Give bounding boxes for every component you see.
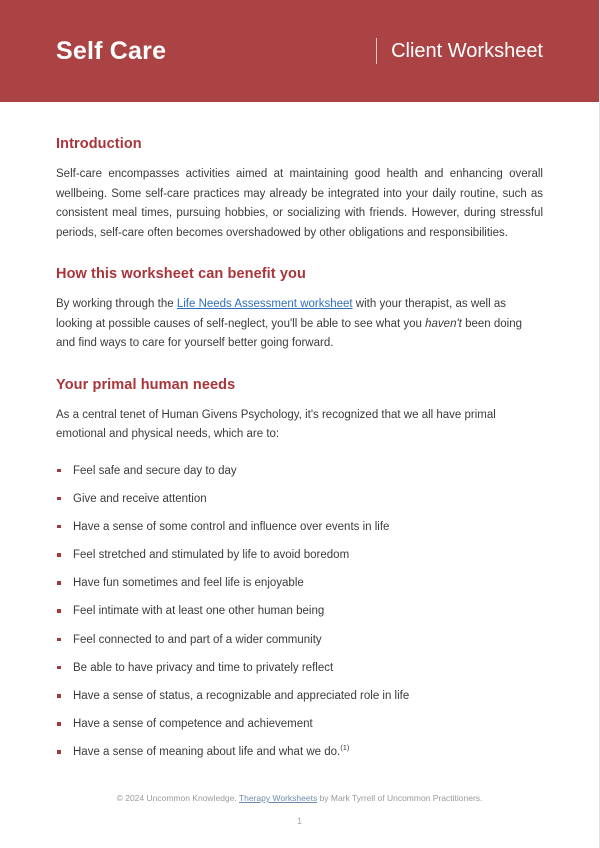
list-item <box>56 688 543 704</box>
worksheet-content <box>0 102 599 760</box>
life-needs-assessment-link[interactable]: Life Needs Assessment worksheet <box>176 298 353 310</box>
section-primal-needs <box>56 377 543 761</box>
list-item-label: Feel intimate with at least one other human being <box>73 605 325 618</box>
header-subtitle: Client Worksheet <box>391 39 543 62</box>
therapy-worksheets-link[interactable]: Therapy Worksheets <box>238 793 318 803</box>
footer-text-after: by Mark Tyrrell of Uncommon Practitioners. <box>317 793 483 803</box>
page-header <box>0 0 599 102</box>
footer-copyright <box>0 792 599 805</box>
list-item-label: Have a sense of meaning about life and what we do. <box>73 746 341 759</box>
page-title: Self Care <box>56 36 167 65</box>
header-divider-icon <box>376 38 377 64</box>
list-item-label: Have a sense of some control and influence over events in life <box>73 520 390 533</box>
list-item-label: Have a sense of status, a recognizable and appreciated role in life <box>73 690 410 702</box>
list-item <box>56 547 543 563</box>
section-introduction <box>56 136 543 243</box>
list-item <box>56 519 543 535</box>
benefit-text-before: By working through the <box>56 298 177 310</box>
list-item <box>56 716 543 732</box>
list-item <box>56 463 543 479</box>
footnote-marker: (1) <box>340 743 350 753</box>
list-item <box>56 603 543 619</box>
list-item <box>56 744 543 760</box>
list-item-label: Be able to have privacy and time to privately reflect <box>73 661 334 674</box>
page-footer <box>0 792 599 826</box>
list-item <box>56 660 543 676</box>
benefit-text-end: been doing and find ways to care for yourself better going forward. <box>56 317 522 349</box>
list-item-label: Have fun sometimes and feel life is enjoyable <box>73 577 304 590</box>
list-item-label: Have a sense of competence and achievement <box>73 718 313 731</box>
list-item <box>56 632 543 648</box>
list-item-label: Feel stretched and stimulated by life to avoid boredom <box>73 549 350 562</box>
heading-benefit: How this worksheet can benefit you <box>56 266 306 282</box>
page-number: 1 <box>296 816 302 826</box>
needs-intro-paragraph: As a central tenet of Human Givens Psychology, it's recognized that we all have primal emotional and physical needs, which are to: <box>56 408 496 440</box>
footer-text-before: © 2024 Uncommon Knowledge. <box>116 793 239 803</box>
list-item <box>56 575 543 591</box>
list-item-label: Feel safe and secure day to day <box>73 464 237 477</box>
benefit-paragraph <box>56 295 543 354</box>
list-item <box>56 491 543 507</box>
primal-needs-list <box>56 463 543 761</box>
list-item-label: Give and receive attention <box>73 492 207 505</box>
header-right-group <box>376 38 543 64</box>
section-benefit <box>56 266 543 354</box>
list-item-label: Feel connected to and part of a wider community <box>73 633 322 646</box>
benefit-text-after: with your therapist, as well as looking at possible causes of self-neglect, you'll be able to see what you <box>56 298 507 330</box>
introduction-paragraph: Self-care encompasses activities aimed at maintaining good health and enhancing overall wellbeing. Some self-care practices may already be integrated into your daily routine, such as consistent meal times, pursuing hobbies, or socializing with friends. However, during stressful periods, self-care often becomes overshadowed by other obligations and responsibilities. <box>56 168 543 239</box>
heading-introduction: Introduction <box>56 136 142 152</box>
heading-primal-needs: Your primal human needs <box>56 376 236 393</box>
benefit-emphasis: haven't <box>425 317 462 330</box>
